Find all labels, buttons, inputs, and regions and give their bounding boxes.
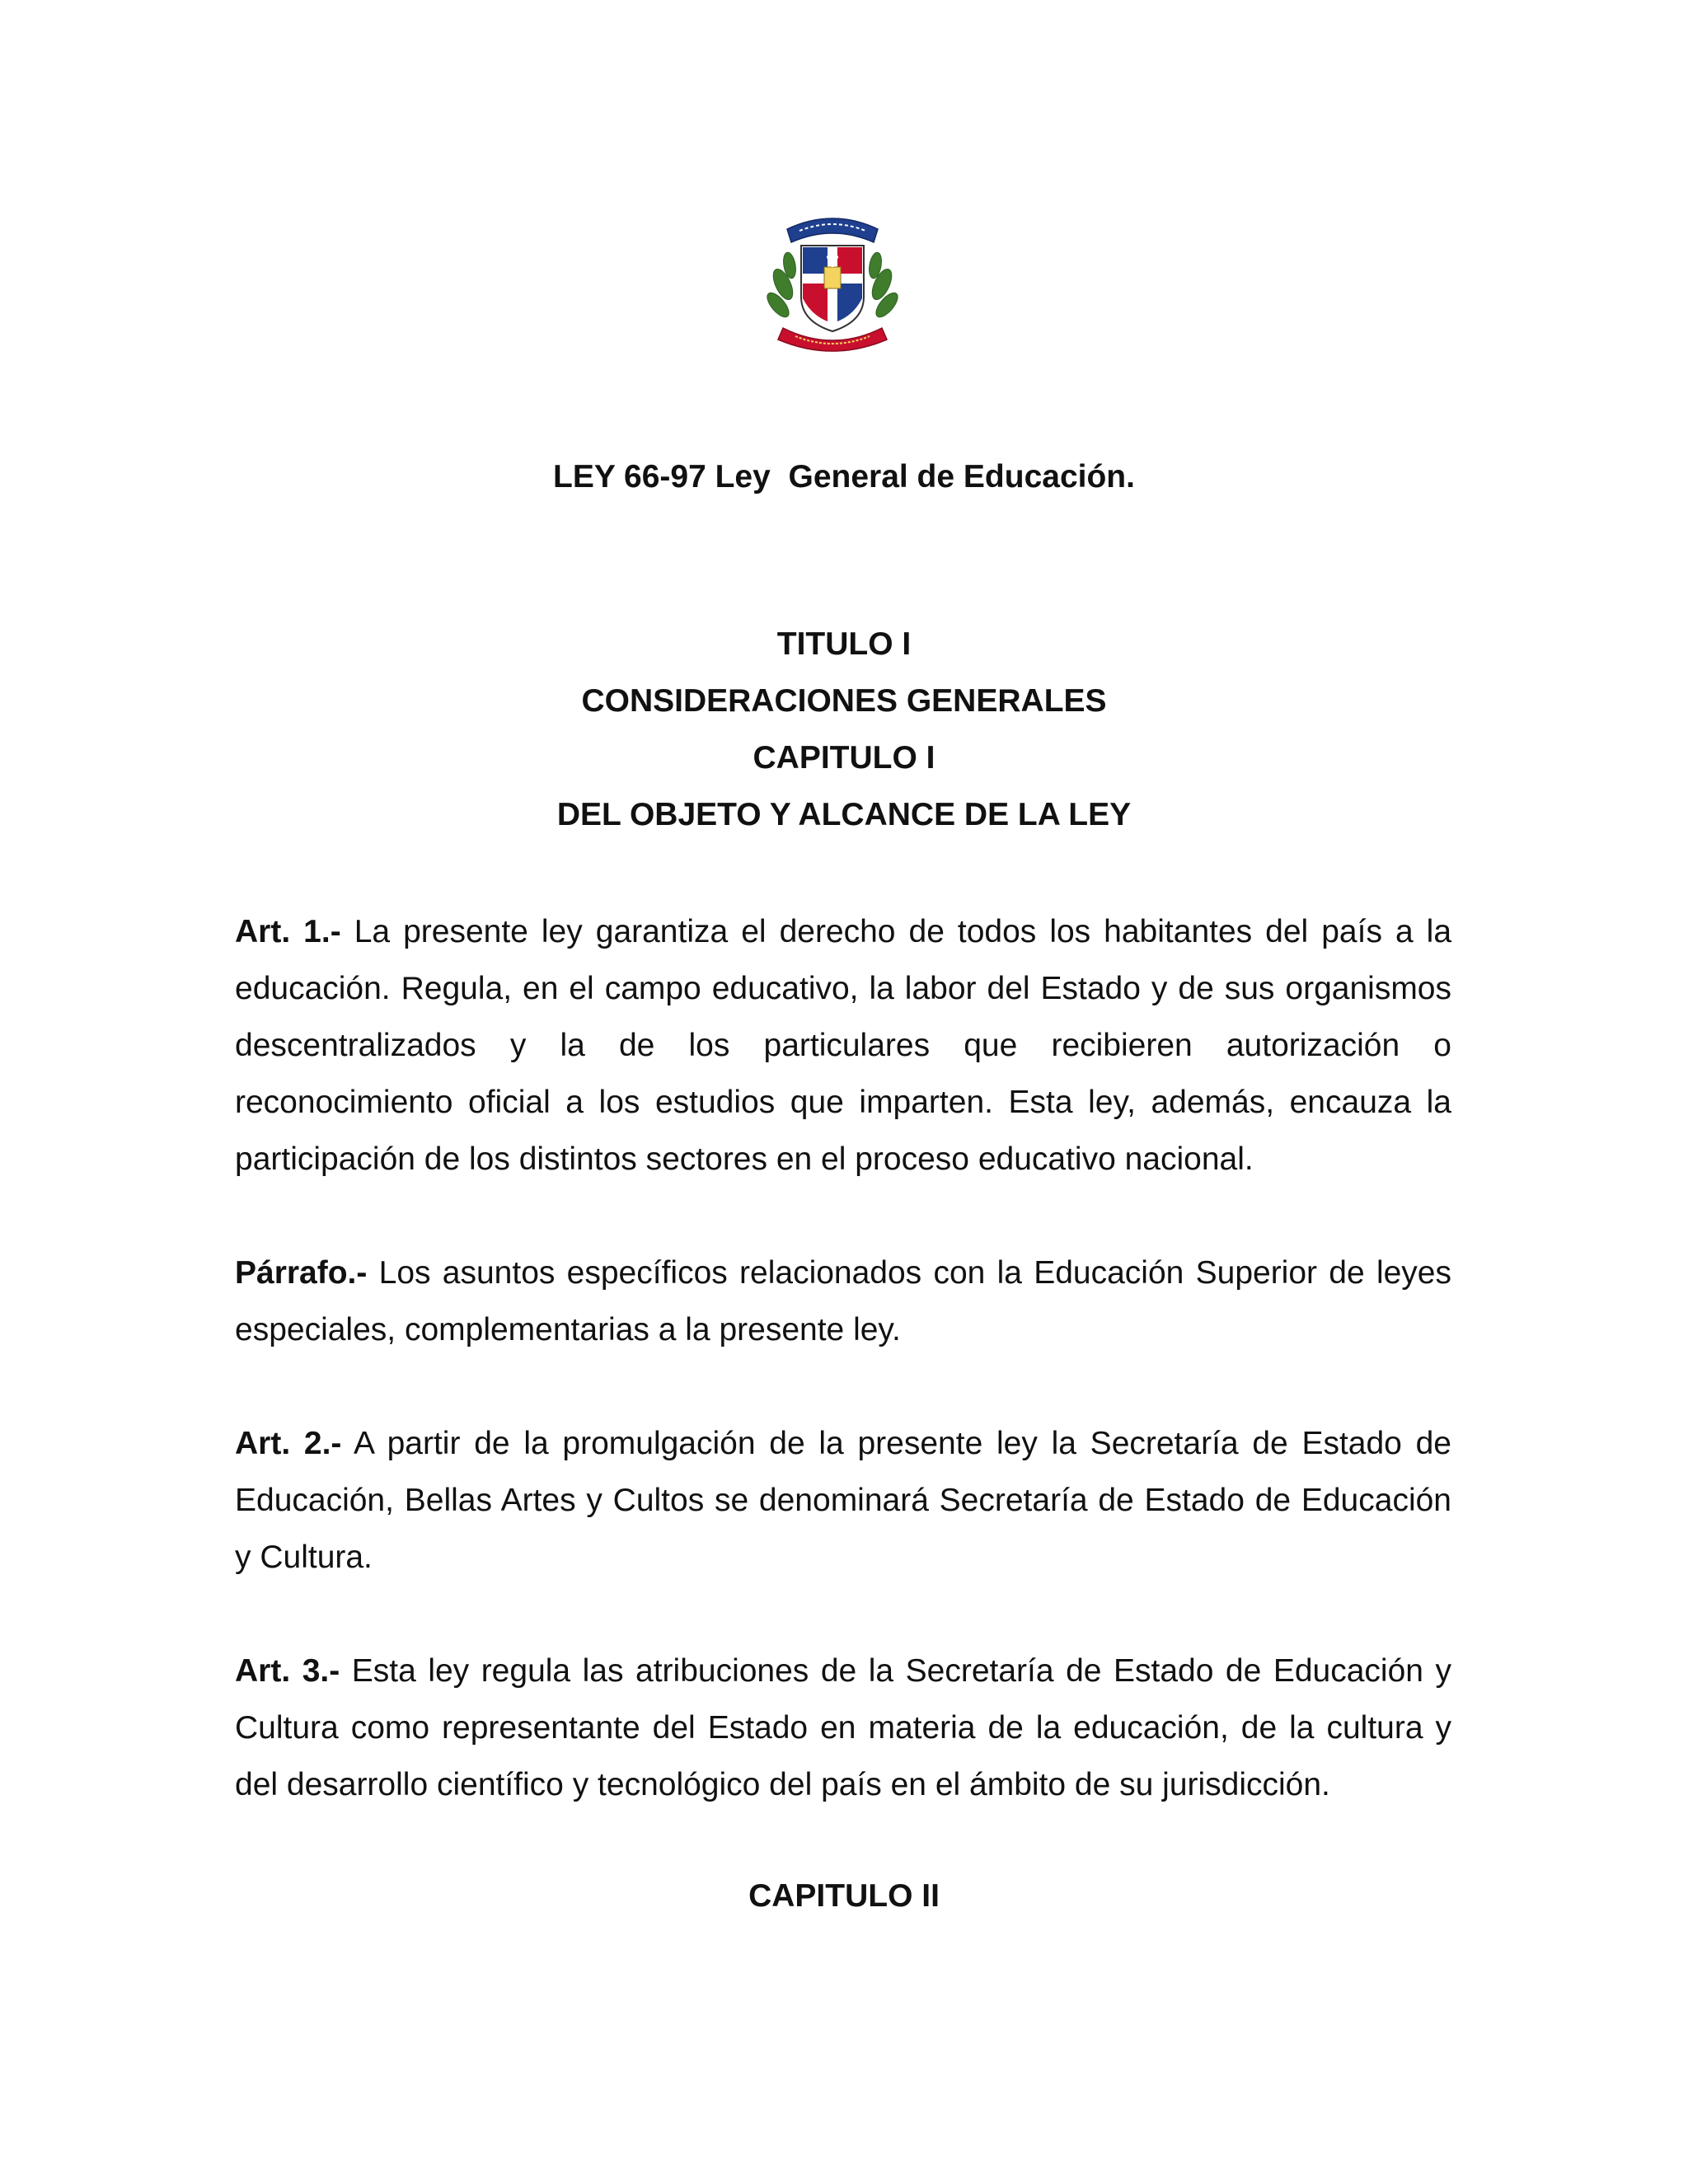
article-text: Los asuntos específicos relacionados con la Educación Superior de leyes especiales, complementarias a la presente ley. [235,1255,1451,1347]
coat-of-arms-icon [758,206,907,354]
article-label: Art. 2.- [235,1426,342,1461]
article-label: Art. 1.- [235,914,341,949]
article-3 [235,1643,1451,1813]
chapter-2-heading: CAPITULO II [748,1878,940,1914]
article-label: Art. 3.- [235,1653,340,1689]
article-text: La presente ley garantiza el derecho de todos los habitantes del país a la educación. Regula, en el campo educativo, la labor del Estado y de sus organismos descentralizados y la de los particulares que recibieren autorización o reconocimiento oficial a los estudios que imparten. Esta ley, además, encauza la participación de los distintos sectores en el proceso educativo nacional. [235,914,1452,1177]
article-label: Párrafo.- [235,1255,368,1291]
chapter-heading: CAPITULO I [753,740,935,776]
article-text: A partir de la promulgación de la presente ley la Secretaría de Estado de Educación, Bellas Artes y Cultos se denominará Secretaría de Estado de Educación y Cultura. [235,1426,1451,1575]
chapter-subheading: DEL OBJETO Y ALCANCE DE LA LEY [556,797,1132,832]
article-1 [235,903,1451,1188]
document-body [235,903,1451,1870]
document-title: LEY 66-97 Ley General de Educación. [553,459,1135,494]
article-2 [235,1415,1451,1586]
title-heading: TITULO I [776,626,912,662]
article-text: Esta ley regula las atribuciones de la Secretaría de Estado de Educación y Cultura como representante del Estado en materia de la educación, de la cultura y del desarrollo científico y tecnológico del país en el ámbito de su jurisdicción. [235,1653,1451,1802]
title-subheading: CONSIDERACIONES GENERALES [581,683,1107,719]
paragraph-note [235,1244,1451,1358]
section-headings [0,624,1688,851]
